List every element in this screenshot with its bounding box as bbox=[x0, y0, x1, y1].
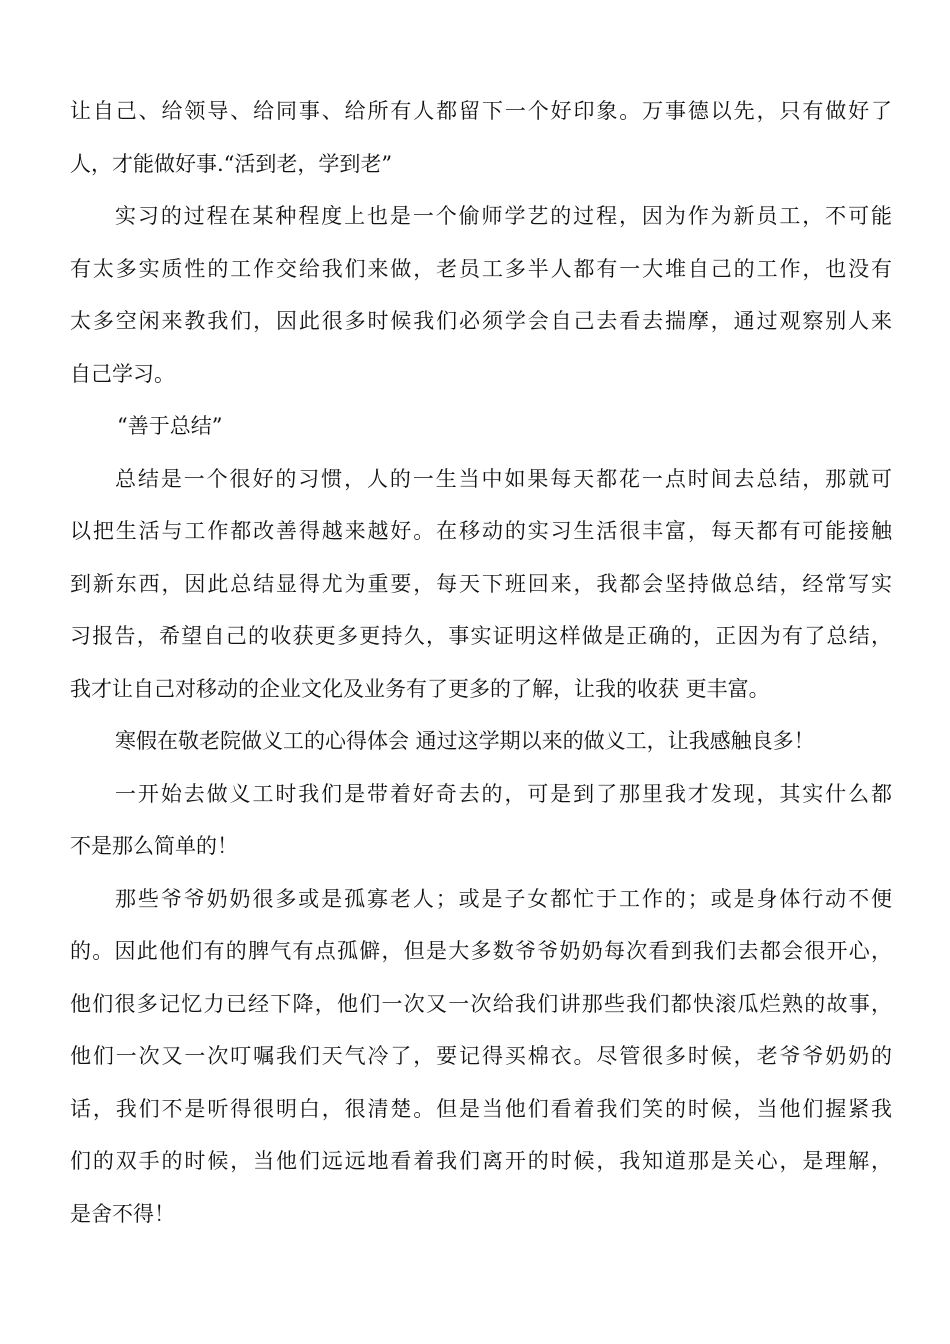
text-line: 有太多实质性的工作交给我们来做，老员工多半人都有一大堆自己的工作，也没有 bbox=[70, 256, 892, 281]
text-line: 是舍不得！ bbox=[70, 1201, 175, 1226]
text-line: 以把生活与工作都改善得越来越好。在移动的实习生活很丰富，每天都有可能接触 bbox=[70, 519, 892, 543]
text-line: 总结是一个很好的习惯，人的一生当中如果每天都花一点时间去总结，那就可 bbox=[115, 466, 892, 491]
text-line: 习报告，希望自己的收获更多更持久，事实证明这样做是正确的，正因为有了总结， bbox=[70, 624, 892, 648]
text-line: 让自己、给领导、给同事、给所有人都留下一个好印象。万事德以先，只有做好了 bbox=[70, 99, 892, 123]
body-text bbox=[70, 85, 892, 1240]
text-line: 太多空闲来教我们，因此很多时候我们必须学会自己去看去揣摩，通过观察别人来 bbox=[70, 309, 892, 333]
text-line: 他们很多记忆力已经下降，他们一次又一次给我们讲那些我们都快滚瓜烂熟的故事， bbox=[70, 991, 892, 1016]
text-line: 实习的过程在某种程度上也是一个偷师学艺的过程，因为作为新员工，不可能 bbox=[115, 204, 892, 228]
text-line: 话，我们不是听得很明白，很清楚。但是当他们看着我们笑的时候，当他们握紧我 bbox=[70, 1096, 892, 1121]
text-line: 们的双手的时候，当他们远远地看着我们离开的时候，我知道那是关心，是理解， bbox=[70, 1149, 892, 1173]
text-line: 不是那么简单的！ bbox=[70, 834, 238, 858]
text-line: 寒假在敬老院做义工的心得体会 通过这学期以来的做义工，让我感触良多！ bbox=[115, 729, 815, 753]
text-line: 我才让自己对移动的企业文化及业务有了更多的了解，让我的收获 更丰富。 bbox=[70, 676, 770, 701]
text-line: 人，才能做好事.“活到老，学到老” bbox=[70, 151, 393, 176]
text-line: 一开始去做义工时我们是带着好奇去的，可是到了那里我才发现，其实什么都 bbox=[115, 781, 892, 806]
text-line: 他们一次又一次叮嘱我们天气冷了，要记得买棉衣。尽管很多时候，老爷爷奶奶的 bbox=[70, 1044, 892, 1068]
text-line: 的。因此他们有的脾气有点孤僻，但是大多数爷爷奶奶每次看到我们去都会很开心， bbox=[70, 939, 892, 963]
text-line: 那些爷爷奶奶很多或是孤寡老人；或是子女都忙于工作的；或是身体行动不便 bbox=[115, 886, 892, 911]
text-line: 自己学习。 bbox=[70, 361, 175, 386]
text-line: 到新东西，因此总结显得尤为重要，每天下班回来，我都会坚持做总结，经常写实 bbox=[70, 571, 892, 596]
section-heading: “善于总结” bbox=[117, 414, 223, 438]
